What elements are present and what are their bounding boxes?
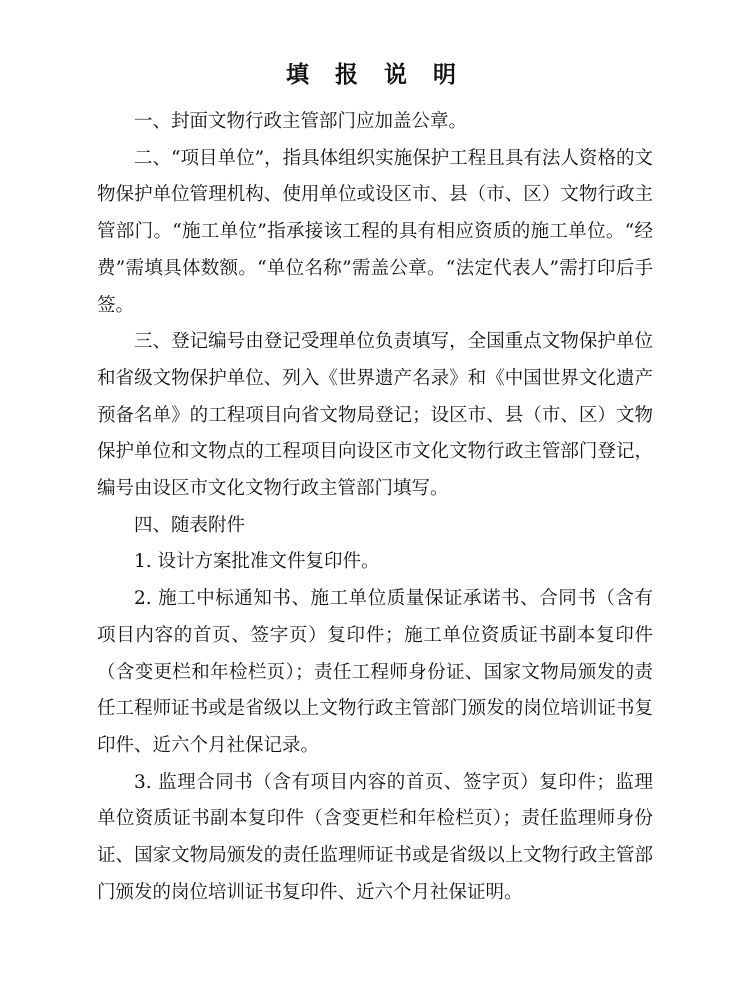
paragraph-unit-definitions: 二、“项目单位”，指具体组织实施保护工程且具有法人资格的文物保护单位管理机构、使用单位或设区市、县（市、区）文物行政主管部门。“施工单位”指承接该工程的具有相应资质的施工单位。“经费”需填具体数额。“单位名称”需盖公章。“法定代表人”需打印后手签。 [97, 147, 653, 316]
paragraph-registration-number: 三、登记编号由登记受理单位负责填写，全国重点文物保护单位和省级文物保护单位、列入《世界遗产名录》和《中国世界文化遗产预备名单》的工程项目向省文物局登记；设区市、县（市、区）文物保护单位和文物点的工程项目向设区市文化文物行政主管部门登记，编号由设区市文化文物行政主管部门填写。 [97, 331, 653, 500]
document-body [97, 104, 653, 911]
list-item-supervision-documents: 3. 监理合同书（含有项目内容的首页、签字页）复印件；监理单位资质证书副本复印件（含变更栏和年检栏页）；责任监理师身份证、国家文物局颁发的责任监理师证书或是省级以上文物行政主管部门颁发的岗位培训证书复印件、近六个月社保证明。 [97, 771, 653, 903]
page-title: 填 报 说 明 [285, 62, 466, 88]
list-item-design-approval: 1. 设计方案批准文件复印件。 [134, 551, 380, 573]
list-item-construction-documents: 2. 施工中标通知书、施工单位质量保证承诺书、合同书（含有项目内容的首页、签字页）复印件；施工单位资质证书副本复印件（含变更栏和年检栏页）；责任工程师身份证、国家文物局颁发的责任工程师证书或是省级以上文物行政主管部门颁发的岗位培训证书复印件、近六个月社保记录。 [97, 588, 653, 756]
paragraph-attachments-heading: 四、随表附件 [134, 514, 246, 536]
paragraph-cover-seal: 一、封面文物行政主管部门应加盖公章。 [134, 111, 468, 132]
